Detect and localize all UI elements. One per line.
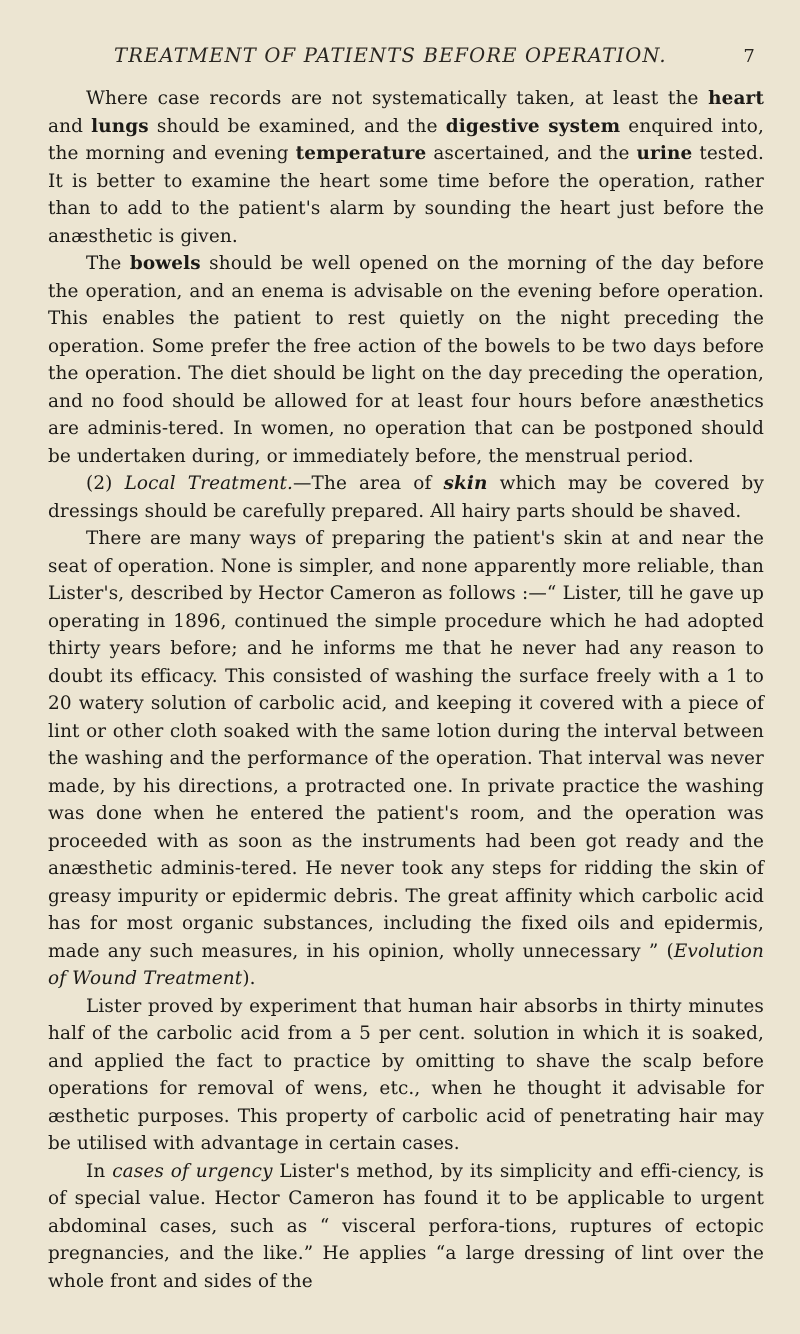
paragraph-local-treatment bbox=[48, 470, 764, 525]
paragraph-text: Lister's method, by its simplicity and effi-ciency, is of special value. Hector Cameron has found it to be applicable to urgent abdominal cases, such as “ visceral perfora-tions, ruptures of ectopic pregnancies, and the like.” He applies “a large dressing of lint over the whole front and sides of the bbox=[48, 1160, 765, 1292]
body-text bbox=[48, 85, 764, 1295]
paragraph-examination bbox=[48, 85, 764, 250]
term-urine: urine bbox=[636, 143, 693, 164]
paragraph-text: tested. It is better to examine the heart some time before the operation, rather than to add to the patient's alarm by sounding the heart just before the anæsthetic is given. bbox=[48, 143, 765, 247]
section-heading: Local Treatment. bbox=[124, 473, 293, 494]
paragraph-text: (2) bbox=[86, 473, 125, 494]
running-title: TREATMENT OF PATIENTS BEFORE OPERATION. bbox=[114, 44, 667, 67]
term-temperature: temperature bbox=[295, 143, 427, 164]
term-bowels: bowels bbox=[129, 253, 201, 274]
citation-title: Evolution of Wound Treatment bbox=[48, 940, 764, 989]
paragraph-text: ). bbox=[242, 968, 256, 989]
paragraph-hair-experiment bbox=[48, 993, 764, 1158]
paragraph-text: —The area of bbox=[293, 473, 444, 494]
term-skin: skin bbox=[443, 473, 488, 494]
paragraph-text: ascertained, and the bbox=[426, 143, 637, 164]
paragraph-text: Where case records are not systematically taken, at least the bbox=[86, 88, 709, 109]
paragraph-text: enquired into, the morning and evening bbox=[48, 115, 765, 164]
page-number: 7 bbox=[743, 46, 756, 67]
paragraph-bowels bbox=[48, 250, 764, 470]
paragraph-text: In bbox=[86, 1160, 113, 1182]
term-lungs: lungs bbox=[91, 115, 149, 137]
paragraph-text: Lister proved by experiment that human hair absorbs in thirty minutes half of the carbolic acid from a 5 per cent. solution in which it is soaked, and applied the fact to practice by omitting to shave the scalp before operations for removal of wens, etc., when he thought it advisable for æsthetic purposes. This property of carbolic acid of penetrating hair may be utilised with advantage in certain cases. bbox=[48, 995, 764, 1154]
paragraph-text: and bbox=[48, 115, 92, 137]
paragraph-text: should be examined, and the bbox=[148, 115, 446, 137]
running-head bbox=[114, 44, 764, 67]
paragraph-lister-method bbox=[48, 525, 764, 993]
paragraph-text: The bbox=[86, 253, 130, 274]
term-cases-of-urgency: cases of urgency bbox=[112, 1160, 273, 1182]
paragraph-urgency bbox=[48, 1158, 764, 1296]
term-digestive-system: digestive system bbox=[445, 115, 621, 137]
paragraph-text: There are many ways of preparing the patient's skin at and near the seat of operation. None is simpler, and none apparently more reliable, than Lister's, described by Hector Cameron as follows :—“ Lister, till he gave up operating in 1896, continued the simple procedure which he had adopted thirty years before; and he informs me that he never had any reason to doubt its efficacy. This consisted of washing the surface freely with a 1 to 20 watery solution of carbolic acid, and keeping it covered with a piece of lint or other cloth soaked with the same lotion during the interval between the washing and the performance of the operation. That interval was never made, by his directions, a protracted one. In private practice the washing was done when he entered the patient's room, and the operation was proceeded with as soon as the instruments had been got ready and the anæsthetic adminis-tered. He never took any steps for ridding the skin of greasy impurity or epidermic debris. The great affinity which carbolic acid has for most organic substances, including the fixed oils and epidermis, made any such measures, in his opinion, wholly unnecessary ” ( bbox=[48, 528, 764, 962]
paragraph-text: should be well opened on the morning of the day before the operation, and an enema is advisable on the evening before operation. This enables the patient to rest quietly on the night preceding the operation. Some prefer the free action of the bowels to be two days before the operation. The diet should be light on the day preceding the operation, and no food should be allowed for at least four hours before anæsthetics are adminis-tered. In women, no operation that can be postponed should be undertaken during, or immediately before, the menstrual period. bbox=[48, 253, 764, 467]
paragraph-text: which may be covered by dressings should be carefully prepared. All hairy parts should be shaved. bbox=[48, 473, 764, 522]
term-heart: heart bbox=[708, 88, 764, 109]
